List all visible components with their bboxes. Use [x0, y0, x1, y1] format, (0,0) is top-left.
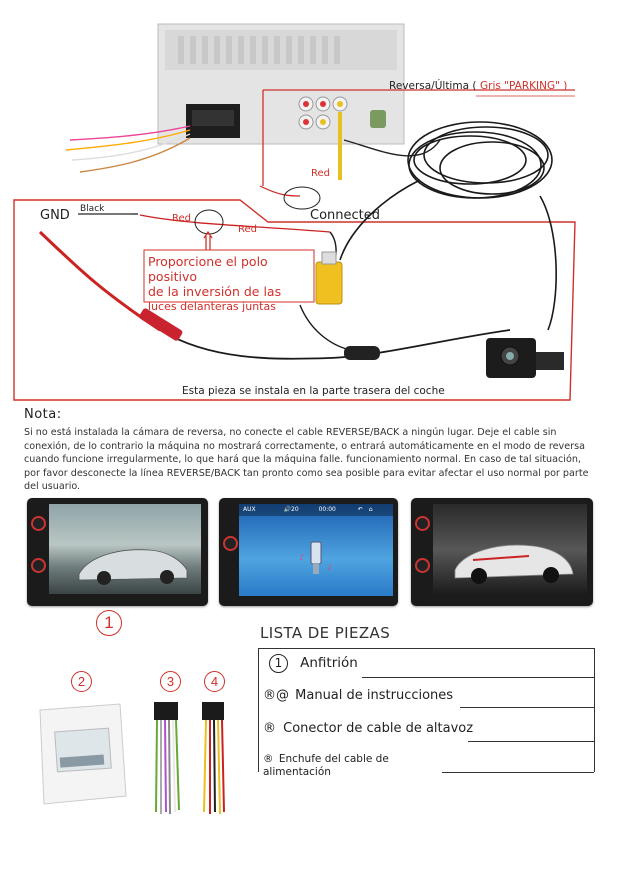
- parking-label: Gris "PARKING" ): [480, 80, 568, 92]
- manual-booklet-image: [30, 700, 132, 808]
- knob-icon: [223, 536, 238, 551]
- nota-body: Si no está instalada la cámara de reversa, no conecte el cable REVERSE/BACK a ningún lugar. Deje el cable sin conexión, de lo contrario la máquina no mostrará correctamente, o entrará automáticamente en el modo de reversa cuando funcione irregularmente, lo que hará que la máquina falle. funcionamiento normal. En caso de tal situación, por favor desconecte la línea REVERSE/BACK tan pronto como sea posible para evitar afectar el uso normal por parte del usuario.: [24, 427, 589, 493]
- parts-item-4-label-line2: alimentación: [263, 766, 331, 778]
- parts-row-rule-4: [442, 772, 594, 773]
- parts-item-4-marker: ®: [263, 753, 274, 765]
- wiring-diagram: [0, 0, 621, 405]
- knob-icon: [31, 516, 46, 531]
- parts-table-top-rule: [258, 648, 594, 649]
- svg-text:♪: ♪: [299, 553, 305, 562]
- gnd-label: GND: [40, 208, 70, 223]
- parts-item-3: [263, 721, 473, 736]
- wiring-diagram-graphic: [0, 0, 621, 405]
- parts-item-1-marker: 1: [269, 654, 288, 673]
- positive-pole-note-line1: Proporcione el polo positivo: [148, 254, 268, 284]
- parts-item-3-marker: ®: [263, 721, 276, 736]
- aux-label: AUX: [243, 506, 256, 513]
- part-marker-3: 3: [160, 671, 181, 692]
- screen-car-road: [49, 504, 201, 594]
- parts-item-2: [263, 688, 453, 703]
- reverse-label: Reversa/Última (: [389, 80, 477, 92]
- parts-row-rule-3: [468, 741, 594, 742]
- knob-icon: [415, 558, 430, 573]
- rear-camera: [486, 338, 564, 378]
- clock-label: 00:00: [318, 506, 336, 513]
- connected-label: Connected: [310, 208, 381, 223]
- parts-row-rule-2: [460, 707, 594, 708]
- speaker-connector-image: [148, 700, 184, 818]
- parts-item-4-label-line1: Enchufe del cable de: [278, 753, 389, 765]
- parts-item-2-marker: ®@: [263, 688, 289, 703]
- head-unit-photo-2: [219, 498, 398, 606]
- svg-text:♪: ♪: [327, 563, 333, 572]
- parts-item-3-label: Conector de cable de altavoz: [283, 721, 474, 736]
- parts-table-left-rule: [258, 648, 259, 772]
- red-wire-label-left: Red: [172, 213, 191, 224]
- parts-item-1-label: Anfitrión: [300, 655, 358, 671]
- knob-icon: [31, 558, 46, 573]
- positive-pole-note-line3: luces delanteras juntas: [148, 300, 276, 313]
- head-unit-photo-3: [411, 498, 593, 606]
- parts-title: LISTA DE PIEZAS: [260, 624, 391, 642]
- positive-pole-note-line2: de la inversión de las: [148, 284, 282, 299]
- black-wire-label: Black: [80, 204, 105, 214]
- back-icon: ↶: [357, 506, 363, 513]
- head-unit-back: [158, 24, 404, 144]
- parts-item-1: [263, 654, 358, 673]
- screen-aux-mode: [239, 504, 393, 596]
- part-marker-2: 2: [71, 671, 92, 692]
- coiled-cable: [340, 122, 556, 330]
- parts-table-right-rule: [594, 648, 595, 772]
- nota-title: Nota:: [24, 407, 62, 422]
- red-wire-label-top: Red: [311, 168, 330, 179]
- parts-item-4: [263, 753, 389, 779]
- volume-value: 20: [291, 506, 299, 513]
- volume-icon: 🔊: [283, 506, 292, 513]
- parts-item-2-label: Manual de instrucciones: [295, 688, 454, 703]
- knob-icon: [415, 516, 430, 531]
- parts-row-rule-1: [362, 677, 594, 678]
- home-icon: ⌂: [368, 506, 373, 513]
- red-wire-label-right: Red: [238, 224, 257, 235]
- power-connector-image: [196, 700, 230, 818]
- part-marker-4: 4: [204, 671, 225, 692]
- rear-install-label: Esta pieza se instala en la parte trasera del coche: [182, 385, 445, 397]
- positive-pole-note: [148, 254, 314, 314]
- screen-marker-1: 1: [96, 610, 122, 636]
- screen-sports-car: [433, 504, 587, 596]
- head-unit-photo-1: [27, 498, 208, 606]
